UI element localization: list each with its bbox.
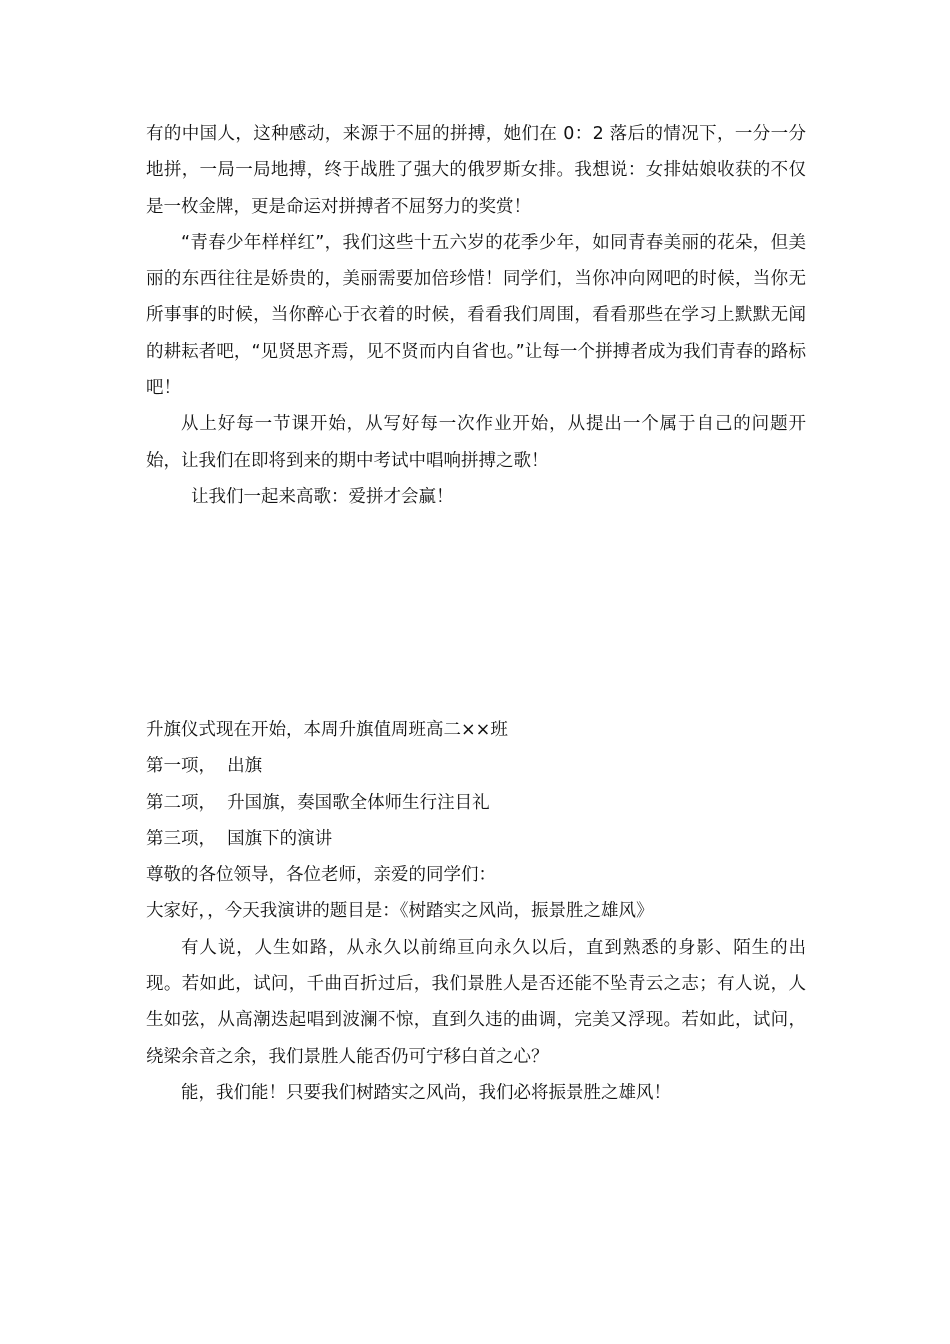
ceremony-opening-line: 升旗仪式现在开始，本周升旗值周班高二××班 xyxy=(146,720,508,740)
paragraph-volleyball: 有的中国人，这种感动，来源于不屈的拼搏，她们在 0：2 落后的情况下，一分一分地拼，一局一局地搏，终于战胜了强大的俄罗斯女排。我想说：女排姑娘收获的不仅是一枚金牌，更是命运对拼搏者不屈努力的奖赏！ xyxy=(146,124,806,217)
speech-section-one xyxy=(146,116,806,515)
paragraph-closing-slogan: 让我们一起来高歌：爱拼才会赢！ xyxy=(191,486,454,507)
paragraph-conclusion: 能，我们能！只要我们树踏实之风尚，我们必将振景胜之雄风！ xyxy=(181,1082,671,1103)
program-item-2: 第二项， 升国旗，奏国歌全体师生行注目礼 xyxy=(146,792,490,813)
paragraph-exam: 从上好每一节课开始，从写好每一次作业开始，从提出一个属于自己的问题开始，让我们在即将到来的期中考试中唱响拼搏之歌！ xyxy=(146,414,806,471)
salutation: 尊敬的各位领导，各位老师，亲爱的同学们： xyxy=(146,865,496,886)
paragraph-youth: “青春少年样样红”，我们这些十五六岁的花季少年，如同青春美丽的花朵，但美丽的东西往往是娇贵的，美丽需要加倍珍惜！同学们，当你冲向网吧的时候，当你无所事事的时候，当你醉心于衣着的时候，看看我们周围，看看那些在学习上默默无闻的耕耘者吧，“见贤思齐焉，见不贤而内自省也。”让每一个拼搏者成为我们青春的路标吧！ xyxy=(146,232,806,399)
speech-title-line: 大家好，，今天我演讲的题目是：《树踏实之风尚，振景胜之雄风》 xyxy=(146,901,654,922)
program-item-1: 第一项， 出旗 xyxy=(146,756,263,777)
paragraph-life-metaphor: 有人说，人生如路，从永久以前绵亘向永久以后，直到熟悉的身影、陌生的出现。若如此，试问，千曲百折过后，我们景胜人是否还能不坠青云之志；有人说，人生如弦，从高潮迭起唱到波澜不惊，直到久违的曲调，完美又浮现。若如此，试问，绕梁余音之余，我们景胜人能否仍可宁移白首之心？ xyxy=(146,937,806,1067)
speech-section-two xyxy=(146,712,806,1111)
program-item-3: 第三项， 国旗下的演讲 xyxy=(146,828,333,849)
